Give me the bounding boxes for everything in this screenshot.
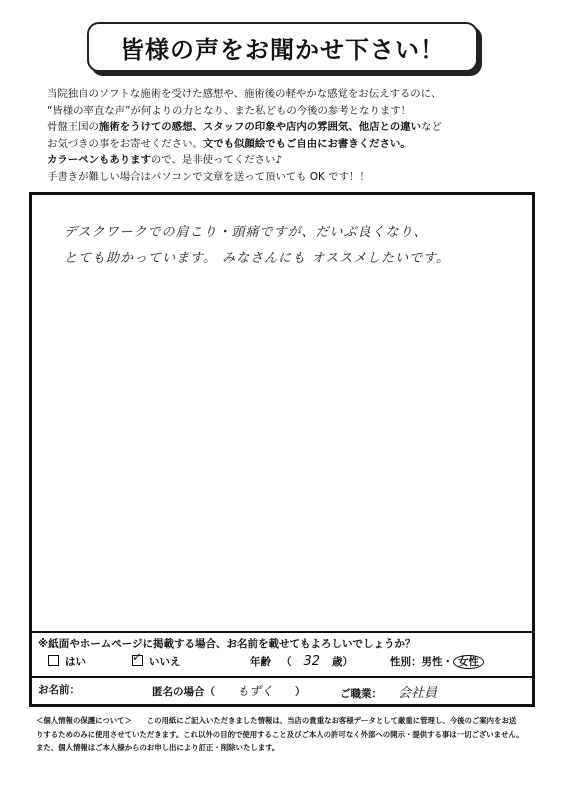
anonymous-field[interactable] xyxy=(152,682,306,699)
intro-line-6: 手書きが難しい場合はパソコンで文章を送って頂いても OK です！！ xyxy=(47,170,370,183)
title-banner xyxy=(87,22,478,72)
name-row xyxy=(32,682,532,704)
gender-field[interactable] xyxy=(390,654,484,669)
page-title: 皆様の声をお聞かせ下さい！ xyxy=(120,35,445,64)
intro-text xyxy=(47,86,527,185)
privacy-line-3: また、個人情報はご本人様からのお申し出により訂正・削除いたします。 xyxy=(36,743,280,752)
anon-value: もずく xyxy=(237,684,274,698)
intro-line-4-a: お気づきの事をお寄せください。 xyxy=(47,137,203,150)
intro-line-2: “皆様の率直な声”が何よりの力となり、また私どもの今後の参考となります！ xyxy=(47,104,412,117)
testimonial-line-2: とても助かっています。 みなさんにも オススメしたいです。 xyxy=(64,251,451,266)
name-label: お名前： xyxy=(38,684,80,696)
age-field[interactable] xyxy=(250,654,353,669)
consent-no-label: いいえ xyxy=(149,656,181,668)
intro-line-3-c: など xyxy=(421,121,442,133)
divider xyxy=(32,631,532,633)
intro-line-3-a: 骨盤王国の xyxy=(47,121,99,133)
comment-box[interactable] xyxy=(29,192,535,707)
intro-line-5-b: ので、是非使ってください♪ xyxy=(150,154,283,166)
intro-line-1: 当院独自のソフトな施術を受けた感想や、施術後の軽やかな感覚をお伝えするのに、 xyxy=(47,88,442,100)
intro-line-5 xyxy=(47,152,527,169)
occupation-field[interactable] xyxy=(340,682,437,701)
gender-separator: ・ xyxy=(442,656,453,668)
occupation-value: 会社員 xyxy=(398,686,438,701)
intro-line-3 xyxy=(47,119,527,136)
consent-question: ※紙面やホームページに掲載する場合、お名前を載せてもよろしいでしょうか？ xyxy=(38,638,416,650)
checkbox-no[interactable] xyxy=(132,655,143,666)
divider xyxy=(32,676,532,678)
occupation-label: ご職業： xyxy=(340,688,382,700)
intro-line-4-b: 文でも似顔絵でもご自由にお書きください。 xyxy=(202,137,411,150)
privacy-line-1: ＜個人情報の保護について＞ この用紙にご記入いただきました情報は、当店の貴重なお客様データとして厳重に管理し、今後のご案内をお送 xyxy=(36,716,517,725)
gender-female-circled[interactable]: 女性 xyxy=(453,655,484,669)
consent-yes-label: はい xyxy=(65,656,86,668)
privacy-line-2: りするためのみに使用させていただきます。これ以外の目的で使用すること及びご本人の許可なく外部への開示・提供する事は一切ございません。 xyxy=(36,729,524,739)
age-open-paren: （ xyxy=(281,656,292,668)
anon-label: 匿名の場合（ xyxy=(152,686,215,698)
intro-line-4 xyxy=(47,136,527,153)
anon-close-paren: ） xyxy=(295,686,306,698)
consent-no-option[interactable] xyxy=(132,654,181,669)
checkbox-yes[interactable] xyxy=(48,655,59,666)
age-unit: 歳） xyxy=(332,656,354,668)
name-field[interactable] xyxy=(38,682,80,697)
privacy-notice xyxy=(36,714,536,755)
age-label: 年齢 xyxy=(250,656,271,668)
consent-options-row xyxy=(32,654,532,674)
gender-label: 性別： xyxy=(390,656,422,668)
intro-line-3-b: 施術をうけての感想、スタッフの印象や店内の雰囲気、他店との違い xyxy=(98,121,422,133)
age-value: 32 xyxy=(303,654,321,669)
intro-line-5-a: カラーペンもあります xyxy=(47,154,151,166)
gender-male[interactable]: 男性 xyxy=(421,656,443,668)
testimonial-line-1: デスクワークでの肩こり・頭痛ですが、だいぶ良くなり、 xyxy=(64,225,428,240)
consent-yes-option[interactable] xyxy=(48,654,86,669)
